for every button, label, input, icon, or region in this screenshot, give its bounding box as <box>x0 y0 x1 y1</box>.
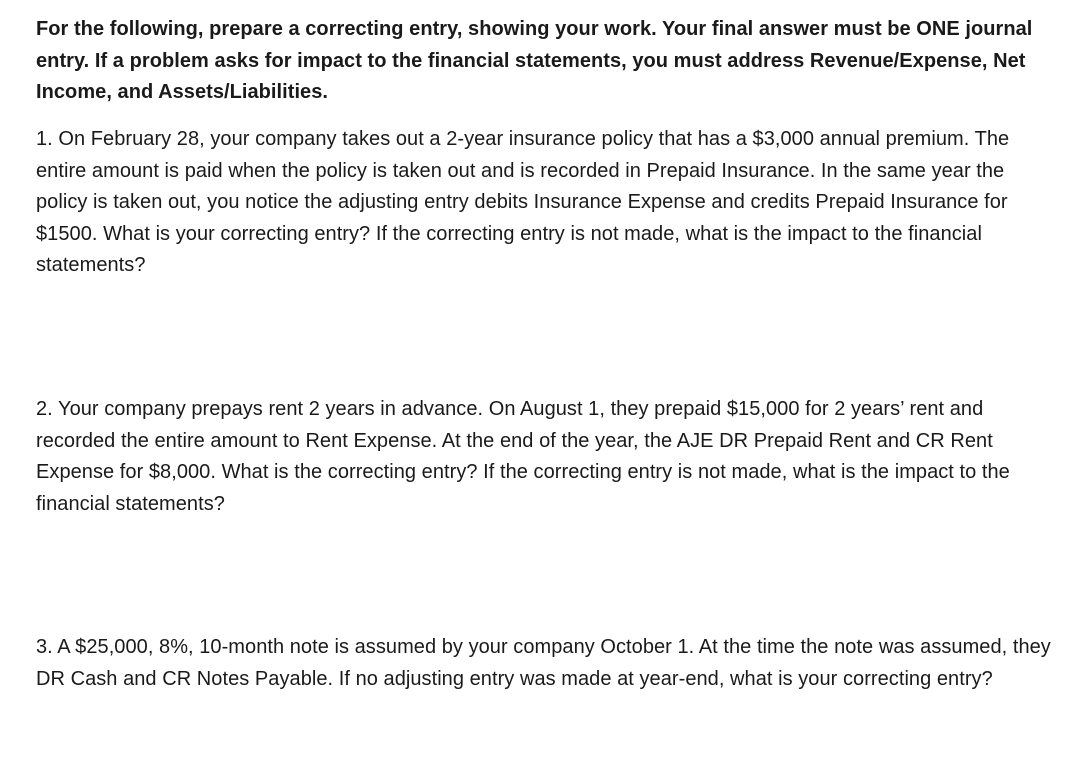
question-2: 2. Your company prepays rent 2 years in advance. On August 1, they prepaid $15,000 for 2 years’ rent and recorded the entire amount to Rent Expense. At the end of the year, the AJE DR Prepaid Rent and CR Rent Expense for $8,000. What is the correcting entry? If the correcting entry is not made, what is the impact to the financial statements? <box>36 398 1010 515</box>
document-page <box>36 14 1051 690</box>
question-3: 3. A $25,000, 8%, 10-month note is assumed by your company October 1. At the time the note was assumed, they DR Cash and CR Notes Payable. If no adjusting entry was made at year-end, what is your correcting entry? <box>36 636 1051 690</box>
instructions-paragraph: For the following, prepare a correcting entry, showing your work. Your final answer must be ONE journal entry. If a problem asks for impact to the financial statements, you must address Revenue/Expense, Net Income, and Assets/Liabilities. <box>36 18 1033 103</box>
question-1: 1. On February 28, your company takes out a 2-year insurance policy that has a $3,000 annual premium. The entire amount is paid when the policy is taken out and is recorded in Prepaid Insurance. In the same year the policy is taken out, you notice the adjusting entry debits Insurance Expense and credits Prepaid Insurance for $1500. What is your correcting entry? If the correcting entry is not made, what is the impact to the financial statements? <box>36 128 1010 276</box>
